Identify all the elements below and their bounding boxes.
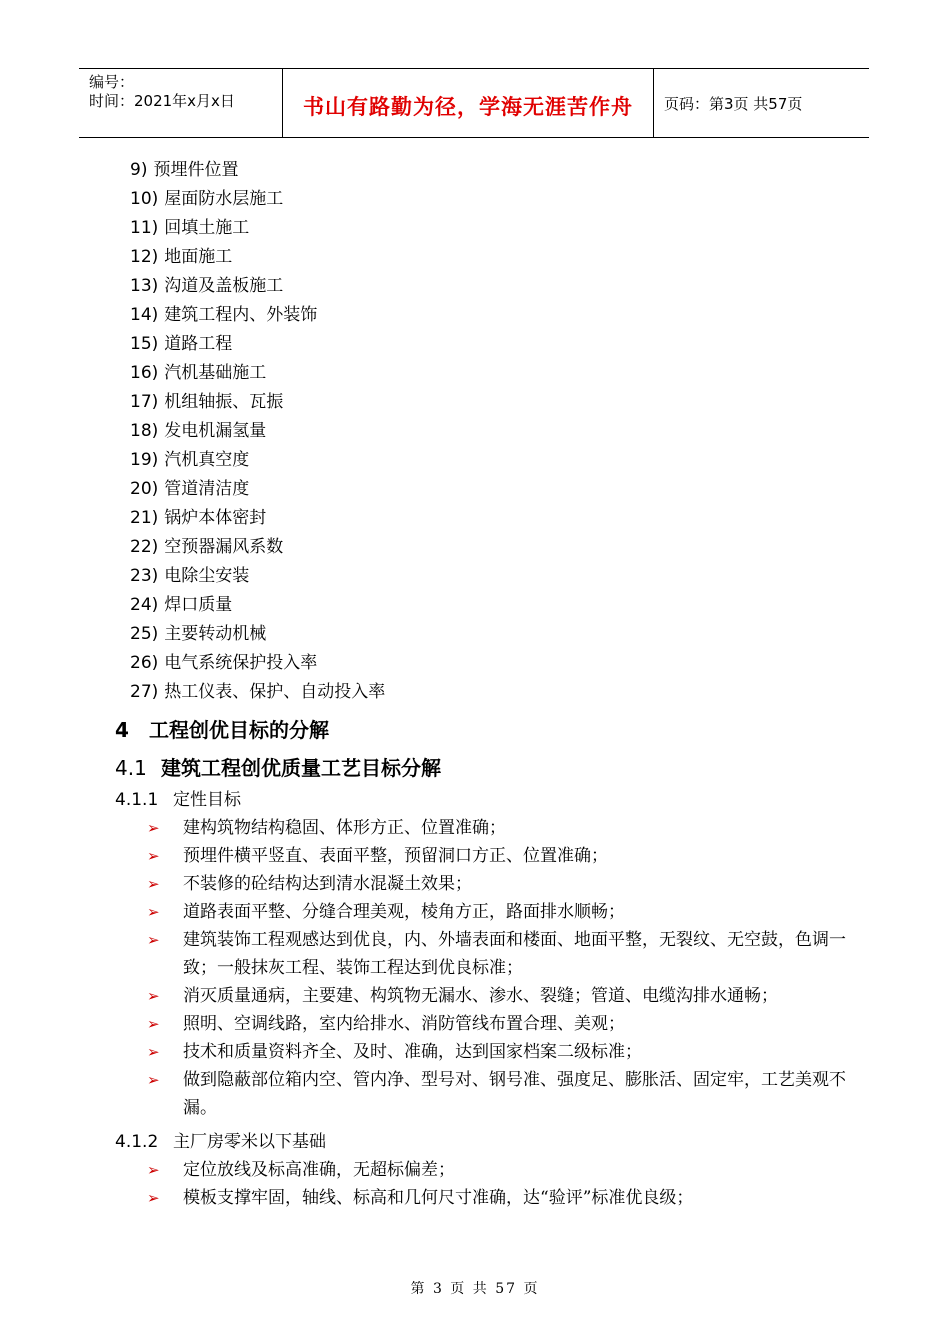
list-item: 15) 道路工程: [130, 334, 233, 354]
list-item: 16) 汽机基础施工: [130, 363, 267, 383]
arrow-bullet-icon: ➢: [147, 903, 160, 921]
numbered-list: [130, 156, 385, 707]
list-item: 27) 热工仪表、保护、自动投入率: [130, 682, 386, 702]
section-heading-4: 4 工程创优目标的分解: [115, 718, 329, 742]
list-item: 13) 沟道及盖板施工: [130, 276, 284, 296]
arrow-bullet-icon: ➢: [147, 1043, 160, 1061]
header-motto: 书山有路勤为径，学海无涯苦作舟: [303, 95, 633, 119]
list-item: 10) 屋面防水层施工: [130, 189, 284, 209]
list-item: 17) 机组轴振、瓦振: [130, 392, 284, 412]
list-item: 11) 回填土施工: [130, 218, 250, 238]
list-item: 22) 空预器漏风系数: [130, 537, 284, 557]
page-header: [79, 68, 869, 138]
list-item: ➢ 做到隐蔽部位箱内空、管内净、型号对、钢号准、强度足、膨胀活、固定牢，工艺美观不漏。: [147, 1066, 847, 1122]
section-heading-4-1: 4.1 建筑工程创优质量工艺目标分解: [115, 756, 441, 780]
header-page-info: 页码：第3页 共57页: [664, 95, 803, 113]
list-item: ➢ 消灭质量通病，主要建、构筑物无漏水、渗水、裂缝；管道、电缆沟排水通畅；: [147, 982, 847, 1010]
doc-number-label: 编号：: [89, 73, 135, 91]
bullet-list-4-1-1: [147, 814, 847, 1122]
arrow-bullet-icon: ➢: [147, 1071, 160, 1089]
arrow-bullet-icon: ➢: [147, 987, 160, 1005]
page-footer: 第 3 页 共 57 页: [410, 1281, 540, 1297]
list-item: 25) 主要转动机械: [130, 624, 267, 644]
section-heading-4-1-1: 4.1.1 定性目标: [115, 790, 241, 810]
list-item: 24) 焊口质量: [130, 595, 233, 615]
list-item: 18) 发电机漏氢量: [130, 421, 267, 441]
list-item: 23) 电除尘安装: [130, 566, 250, 586]
arrow-bullet-icon: ➢: [147, 875, 160, 893]
list-item: ➢ 不装修的砼结构达到清水混凝土效果；: [147, 870, 847, 898]
date-label: 时间：2021年x月x日: [89, 92, 235, 110]
list-item: 12) 地面施工: [130, 247, 233, 267]
list-item: ➢ 道路表面平整、分缝合理美观，棱角方正，路面排水顺畅；: [147, 898, 847, 926]
list-item: 26) 电气系统保护投入率: [130, 653, 318, 673]
list-item: 19) 汽机真空度: [130, 450, 250, 470]
arrow-bullet-icon: ➢: [147, 819, 160, 837]
list-item: 20) 管道清洁度: [130, 479, 250, 499]
list-item: 21) 锅炉本体密封: [130, 508, 267, 528]
list-item: ➢ 定位放线及标高准确，无超标偏差；: [147, 1156, 847, 1184]
arrow-bullet-icon: ➢: [147, 1015, 160, 1033]
bullet-list-4-1-2: [147, 1156, 847, 1212]
header-left-cell: [79, 69, 283, 137]
list-item: ➢ 预埋件横平竖直、表面平整，预留洞口方正、位置准确；: [147, 842, 847, 870]
list-item: ➢ 建构筑物结构稳固、体形方正、位置准确；: [147, 814, 847, 842]
list-item: ➢ 模板支撑牢固，轴线、标高和几何尺寸准确，达“验评”标准优良级；: [147, 1184, 847, 1212]
list-item: ➢ 技术和质量资料齐全、及时、准确，达到国家档案二级标准；: [147, 1038, 847, 1066]
arrow-bullet-icon: ➢: [147, 1189, 160, 1207]
arrow-bullet-icon: ➢: [147, 847, 160, 865]
list-item: 14) 建筑工程内、外装饰: [130, 305, 318, 325]
header-right-cell: [654, 69, 869, 137]
section-heading-4-1-2: 4.1.2 主厂房零米以下基础: [115, 1132, 326, 1152]
arrow-bullet-icon: ➢: [147, 1161, 160, 1179]
list-item: ➢ 建筑装饰工程观感达到优良，内、外墙表面和楼面、地面平整，无裂纹、无空鼓，色调一致；一般抹灰工程、装饰工程达到优良标准；: [147, 926, 847, 982]
list-item: ➢ 照明、空调线路，室内给排水、消防管线布置合理、美观；: [147, 1010, 847, 1038]
arrow-bullet-icon: ➢: [147, 931, 160, 949]
header-middle-cell: [283, 69, 654, 137]
list-item: 9) 预埋件位置: [130, 160, 239, 180]
